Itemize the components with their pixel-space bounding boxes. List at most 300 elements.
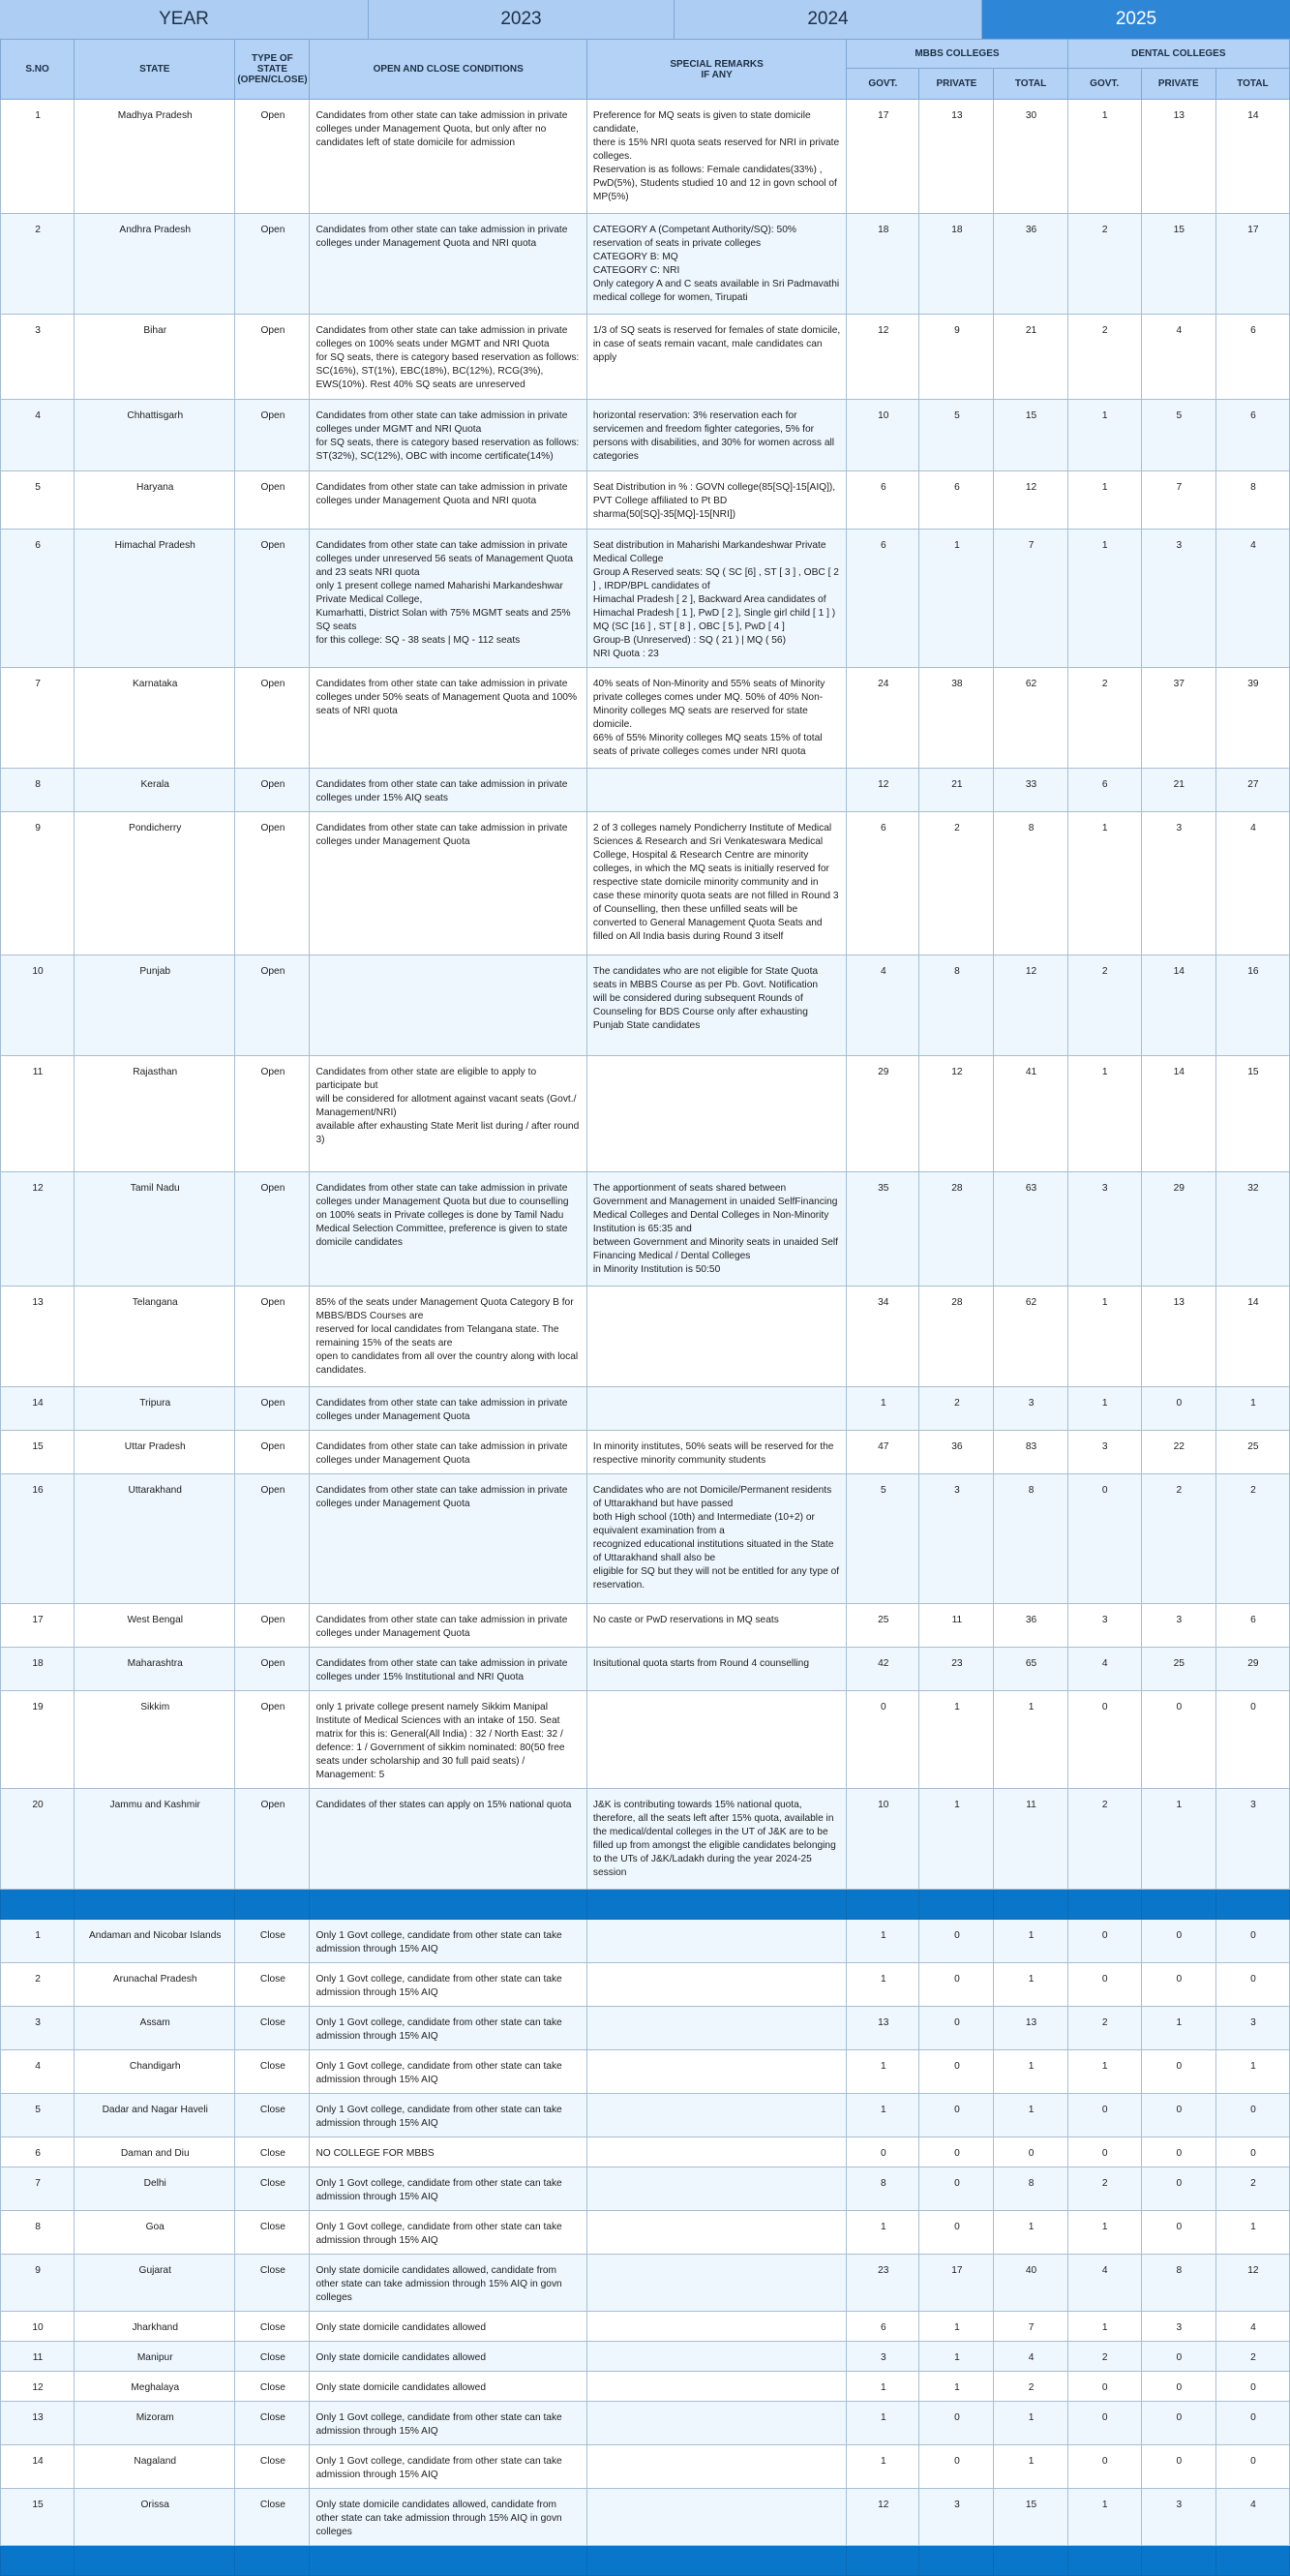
cell-mbbs-private: 0 [919, 1920, 994, 1963]
cell-sno: 11 [1, 2342, 75, 2372]
cell-type: Open [235, 1604, 310, 1648]
cell-remarks [586, 2255, 846, 2312]
cell-dental-govt: 1 [1067, 1287, 1141, 1387]
cell-dental-total: 4 [1215, 530, 1289, 668]
cell-remarks [586, 1287, 846, 1387]
cell-conditions: Only 1 Govt college, candidate from other state can take admission through 15% AIQ [310, 2167, 586, 2211]
cell-remarks: The candidates who are not eligible for State Quota seats in MBBS Course as per Pb. Govt. Notification will be considered during subsequent Rounds of Counseling for BDS Course only after exhausting Punjab State candidates [586, 955, 846, 1056]
cell-mbbs-govt: 1 [847, 2372, 919, 2402]
tab-2023[interactable]: 2023 [369, 0, 675, 39]
table-row [1, 1387, 1290, 1431]
cell-dental-total: 1 [1215, 1387, 1289, 1431]
cell-remarks: Candidates who are not Domicile/Permanent residents of Uttarakhand but have passed both High school (10th) and Intermediate (10+2) or equivalent examination from a recognized educational institutions situated in the State of Uttarakhand shall also be eligible for SQ but they will not be entitled for any type of reservation. [586, 1474, 846, 1604]
cell-state: Gujarat [75, 2255, 235, 2312]
cell-dental-private: 0 [1141, 2445, 1215, 2489]
table-row [1, 812, 1290, 955]
cell-state: Nagaland [75, 2445, 235, 2489]
table-row [1, 2007, 1290, 2050]
cell-dental-private: 37 [1141, 668, 1215, 769]
cell-state: Jammu and Kashmir [75, 1789, 235, 1890]
cell-mbbs-total: 1 [994, 2050, 1067, 2094]
cell-state: Jharkhand [75, 2312, 235, 2342]
cell-dental-govt: 0 [1067, 2445, 1141, 2489]
cell-conditions [310, 955, 586, 1056]
cell-type: Close [235, 2489, 310, 2546]
cell-sno: 7 [1, 668, 75, 769]
cell-dental-govt: 1 [1067, 2211, 1141, 2255]
cell-dental-total: 2 [1215, 2342, 1289, 2372]
cell-dental-govt: 2 [1067, 668, 1141, 769]
cell-dental-private: 7 [1141, 471, 1215, 530]
cell-dental-private: 15 [1141, 214, 1215, 315]
cell-dental-total: 32 [1215, 1172, 1289, 1287]
cell-mbbs-govt: 6 [847, 530, 919, 668]
cell-sno: 9 [1, 2255, 75, 2312]
cell-remarks [586, 2137, 846, 2167]
cell-mbbs-govt: 1 [847, 2211, 919, 2255]
divider-cell [994, 2546, 1067, 2576]
cell-sno: 6 [1, 530, 75, 668]
cell-dental-private: 22 [1141, 1431, 1215, 1474]
cell-mbbs-total: 12 [994, 471, 1067, 530]
cell-remarks [586, 1920, 846, 1963]
cell-dental-private: 3 [1141, 1604, 1215, 1648]
table-row [1, 1287, 1290, 1387]
cell-mbbs-private: 1 [919, 530, 994, 668]
cell-conditions: Candidates from other state can take admission in private colleges under Management Quota, but only after no candidates left of state domicile for admission [310, 100, 586, 214]
cell-dental-total: 15 [1215, 1056, 1289, 1172]
cell-type: Close [235, 2312, 310, 2342]
cell-type: Close [235, 2255, 310, 2312]
cell-mbbs-total: 15 [994, 400, 1067, 471]
col-state: STATE [75, 40, 235, 100]
cell-sno: 10 [1, 955, 75, 1056]
cell-mbbs-private: 36 [919, 1431, 994, 1474]
cell-remarks: Insitutional quota starts from Round 4 counselling [586, 1648, 846, 1691]
cell-sno: 2 [1, 214, 75, 315]
cell-sno: 14 [1, 2445, 75, 2489]
table-row [1, 1691, 1290, 1789]
cell-dental-govt: 2 [1067, 1789, 1141, 1890]
cell-mbbs-govt: 4 [847, 955, 919, 1056]
table-row [1, 1963, 1290, 2007]
cell-state: Andaman and Nicobar Islands [75, 1920, 235, 1963]
cell-mbbs-total: 1 [994, 2211, 1067, 2255]
cell-mbbs-total: 8 [994, 812, 1067, 955]
table-body [1, 100, 1290, 2576]
divider-cell [1067, 2546, 1141, 2576]
table-row [1, 2094, 1290, 2137]
cell-dental-govt: 1 [1067, 2489, 1141, 2546]
cell-mbbs-private: 6 [919, 471, 994, 530]
cell-sno: 10 [1, 2312, 75, 2342]
cell-mbbs-total: 1 [994, 2094, 1067, 2137]
divider-cell [586, 2546, 846, 2576]
cell-mbbs-private: 0 [919, 2094, 994, 2137]
cell-mbbs-govt: 6 [847, 471, 919, 530]
tab-2024[interactable]: 2024 [675, 0, 982, 39]
cell-mbbs-total: 1 [994, 1920, 1067, 1963]
section-divider [1, 2546, 1290, 2576]
cell-dental-govt: 3 [1067, 1604, 1141, 1648]
cell-type: Open [235, 1648, 310, 1691]
col-dental-govt: GOVT. [1067, 69, 1141, 100]
cell-mbbs-govt: 10 [847, 1789, 919, 1890]
cell-conditions: Only 1 Govt college, candidate from other state can take admission through 15% AIQ [310, 2211, 586, 2255]
cell-dental-private: 3 [1141, 2489, 1215, 2546]
cell-remarks [586, 2489, 846, 2546]
cell-sno: 9 [1, 812, 75, 955]
cell-mbbs-private: 21 [919, 769, 994, 812]
col-dental-private: PRIVATE [1141, 69, 1215, 100]
cell-dental-govt: 2 [1067, 2007, 1141, 2050]
cell-mbbs-total: 1 [994, 1691, 1067, 1789]
cell-sno: 12 [1, 1172, 75, 1287]
table-row [1, 1431, 1290, 1474]
cell-state: Bihar [75, 315, 235, 400]
table-row [1, 769, 1290, 812]
cell-sno: 15 [1, 1431, 75, 1474]
cell-mbbs-total: 36 [994, 214, 1067, 315]
cell-type: Close [235, 2137, 310, 2167]
cell-remarks: CATEGORY A (Competant Authority/SQ): 50% reservation of seats in private colleges CATEGORY B: MQ CATEGORY C: NRI Only category A and C seats available in Sri Padmavathi medical college for women, Tirupati [586, 214, 846, 315]
cell-type: Open [235, 769, 310, 812]
cell-state: Tripura [75, 1387, 235, 1431]
cell-conditions: Candidates from other state can take admission in private colleges under Management Quota but due to counselling on 100% seats in Private colleges is done by Tamil Nadu Medical Selection Committee, preference is given to state domicile candidates [310, 1172, 586, 1287]
cell-dental-private: 3 [1141, 530, 1215, 668]
table-row [1, 1474, 1290, 1604]
cell-type: Open [235, 1431, 310, 1474]
cell-mbbs-govt: 24 [847, 668, 919, 769]
colleges-table [0, 39, 1290, 2576]
cell-mbbs-govt: 12 [847, 769, 919, 812]
col-mbbs-total: TOTAL [994, 69, 1067, 100]
cell-dental-private: 0 [1141, 2050, 1215, 2094]
cell-sno: 1 [1, 100, 75, 214]
year-label: YEAR [0, 0, 369, 39]
cell-mbbs-total: 83 [994, 1431, 1067, 1474]
cell-mbbs-govt: 6 [847, 812, 919, 955]
cell-conditions: Only state domicile candidates allowed [310, 2312, 586, 2342]
cell-dental-govt: 4 [1067, 2255, 1141, 2312]
cell-dental-govt: 6 [1067, 769, 1141, 812]
divider-cell [75, 1890, 235, 1920]
cell-conditions: Only 1 Govt college, candidate from other state can take admission through 15% AIQ [310, 2050, 586, 2094]
table-row [1, 1920, 1290, 1963]
cell-dental-govt: 1 [1067, 812, 1141, 955]
divider-cell [1215, 2546, 1289, 2576]
cell-remarks [586, 2094, 846, 2137]
cell-conditions: Candidates from other state can take admission in private colleges under Management Quota [310, 1474, 586, 1604]
cell-type: Open [235, 400, 310, 471]
cell-conditions: Only state domicile candidates allowed, candidate from other state can take admission through 15% AIQ in govn colleges [310, 2489, 586, 2546]
cell-dental-private: 8 [1141, 2255, 1215, 2312]
table-row [1, 2402, 1290, 2445]
cell-dental-private: 0 [1141, 2094, 1215, 2137]
cell-conditions: Candidates from other state can take admission in private colleges under Management Quota [310, 812, 586, 955]
cell-dental-total: 2 [1215, 2167, 1289, 2211]
cell-mbbs-govt: 6 [847, 2312, 919, 2342]
cell-mbbs-govt: 29 [847, 1056, 919, 1172]
cell-dental-private: 0 [1141, 1920, 1215, 1963]
table-row [1, 1789, 1290, 1890]
table-row [1, 2489, 1290, 2546]
table-row [1, 1056, 1290, 1172]
cell-sno: 4 [1, 2050, 75, 2094]
cell-type: Open [235, 1287, 310, 1387]
cell-dental-private: 0 [1141, 1963, 1215, 2007]
cell-remarks: J&K is contributing towards 15% national quota, therefore, all the seats left after 15% quota, available in the medical/dental colleges in the UT of J&K are to be filled up from amongst the eligible candidates belonging to the UTs of J&K/Ladakh during the year 2024-25 session [586, 1789, 846, 1890]
cell-mbbs-total: 13 [994, 2007, 1067, 2050]
cell-type: Open [235, 812, 310, 955]
cell-conditions: Candidates from other state can take admission in private colleges under unreserved 56 seats of Management Quota and 23 seats NRI quota only 1 present college named Maharishi Markandeshwar Private Medical College, Kumarhatti, District Solan with 75% MGMT seats and 25% SQ seats for this college: SQ - 38 seats | MQ - 112 seats [310, 530, 586, 668]
cell-dental-govt: 1 [1067, 1387, 1141, 1431]
cell-dental-govt: 0 [1067, 1474, 1141, 1604]
cell-dental-total: 16 [1215, 955, 1289, 1056]
cell-mbbs-total: 62 [994, 668, 1067, 769]
cell-type: Open [235, 1474, 310, 1604]
cell-mbbs-private: 0 [919, 2211, 994, 2255]
cell-mbbs-total: 65 [994, 1648, 1067, 1691]
cell-mbbs-govt: 1 [847, 2402, 919, 2445]
cell-sno: 8 [1, 769, 75, 812]
cell-dental-private: 0 [1141, 2137, 1215, 2167]
cell-dental-govt: 1 [1067, 1056, 1141, 1172]
cell-dental-total: 0 [1215, 1920, 1289, 1963]
cell-sno: 18 [1, 1648, 75, 1691]
cell-type: Close [235, 2402, 310, 2445]
cell-mbbs-private: 1 [919, 1789, 994, 1890]
cell-remarks [586, 2342, 846, 2372]
divider-cell [1215, 1890, 1289, 1920]
cell-mbbs-private: 2 [919, 812, 994, 955]
cell-type: Open [235, 315, 310, 400]
cell-mbbs-private: 1 [919, 2342, 994, 2372]
cell-mbbs-total: 3 [994, 1387, 1067, 1431]
cell-dental-total: 6 [1215, 400, 1289, 471]
cell-dental-private: 3 [1141, 2312, 1215, 2342]
cell-sno: 8 [1, 2211, 75, 2255]
table-row [1, 2372, 1290, 2402]
cell-type: Close [235, 2445, 310, 2489]
cell-mbbs-private: 17 [919, 2255, 994, 2312]
cell-type: Open [235, 100, 310, 214]
cell-type: Close [235, 2050, 310, 2094]
cell-mbbs-total: 33 [994, 769, 1067, 812]
cell-mbbs-govt: 1 [847, 1963, 919, 2007]
divider-cell [75, 2546, 235, 2576]
cell-type: Open [235, 1691, 310, 1789]
cell-dental-total: 0 [1215, 2372, 1289, 2402]
cell-mbbs-private: 9 [919, 315, 994, 400]
cell-dental-private: 0 [1141, 2402, 1215, 2445]
col-mbbs-govt: GOVT. [847, 69, 919, 100]
tab-2025[interactable]: 2025 [982, 0, 1290, 39]
cell-sno: 7 [1, 2167, 75, 2211]
cell-dental-govt: 1 [1067, 530, 1141, 668]
cell-state: Pondicherry [75, 812, 235, 955]
cell-dental-private: 0 [1141, 1691, 1215, 1789]
cell-sno: 4 [1, 400, 75, 471]
cell-mbbs-private: 0 [919, 2007, 994, 2050]
cell-mbbs-private: 0 [919, 2167, 994, 2211]
cell-remarks [586, 2211, 846, 2255]
divider-cell [235, 1890, 310, 1920]
cell-sno: 15 [1, 2489, 75, 2546]
cell-dental-total: 14 [1215, 1287, 1289, 1387]
divider-cell [235, 2546, 310, 2576]
col-remarks: SPECIAL REMARKS IF ANY [586, 40, 846, 100]
cell-mbbs-total: 15 [994, 2489, 1067, 2546]
cell-dental-total: 0 [1215, 2137, 1289, 2167]
cell-state: Andhra Pradesh [75, 214, 235, 315]
cell-state: Karnataka [75, 668, 235, 769]
cell-mbbs-total: 1 [994, 1963, 1067, 2007]
cell-dental-total: 1 [1215, 2211, 1289, 2255]
cell-mbbs-private: 23 [919, 1648, 994, 1691]
cell-dental-govt: 0 [1067, 2372, 1141, 2402]
table-row [1, 1172, 1290, 1287]
cell-mbbs-govt: 12 [847, 315, 919, 400]
cell-type: Open [235, 471, 310, 530]
cell-mbbs-govt: 1 [847, 1920, 919, 1963]
cell-type: Close [235, 2372, 310, 2402]
cell-dental-total: 3 [1215, 2007, 1289, 2050]
cell-state: Manipur [75, 2342, 235, 2372]
cell-conditions: Candidates from other state can take admission in private colleges under Management Quota and NRI quota [310, 214, 586, 315]
cell-conditions: Only 1 Govt college, candidate from other state can take admission through 15% AIQ [310, 1963, 586, 2007]
cell-dental-govt: 0 [1067, 1691, 1141, 1789]
cell-state: Sikkim [75, 1691, 235, 1789]
cell-dental-govt: 1 [1067, 471, 1141, 530]
cell-sno: 17 [1, 1604, 75, 1648]
divider-cell [1141, 1890, 1215, 1920]
cell-sno: 3 [1, 2007, 75, 2050]
cell-state: Arunachal Pradesh [75, 1963, 235, 2007]
cell-mbbs-total: 7 [994, 2312, 1067, 2342]
cell-dental-total: 6 [1215, 315, 1289, 400]
cell-dental-govt: 2 [1067, 2342, 1141, 2372]
cell-sno: 3 [1, 315, 75, 400]
cell-mbbs-total: 12 [994, 955, 1067, 1056]
table-row [1, 315, 1290, 400]
cell-type: Open [235, 1172, 310, 1287]
cell-state: Uttar Pradesh [75, 1431, 235, 1474]
table-row [1, 2137, 1290, 2167]
divider-cell [847, 1890, 919, 1920]
col-type: TYPE OF STATE (OPEN/CLOSE) [235, 40, 310, 100]
cell-dental-total: 0 [1215, 2402, 1289, 2445]
cell-dental-private: 5 [1141, 400, 1215, 471]
divider-cell [1, 1890, 75, 1920]
table-row [1, 2445, 1290, 2489]
cell-dental-total: 0 [1215, 2094, 1289, 2137]
cell-mbbs-total: 11 [994, 1789, 1067, 1890]
cell-dental-govt: 0 [1067, 2137, 1141, 2167]
cell-dental-private: 21 [1141, 769, 1215, 812]
cell-dental-private: 1 [1141, 2007, 1215, 2050]
cell-remarks [586, 1387, 846, 1431]
cell-dental-govt: 3 [1067, 1431, 1141, 1474]
cell-dental-total: 39 [1215, 668, 1289, 769]
cell-dental-total: 29 [1215, 1648, 1289, 1691]
cell-dental-govt: 0 [1067, 2094, 1141, 2137]
cell-conditions: Candidates from other state can take admission in private colleges on 100% seats under MGMT and NRI Quota for SQ seats, there is category based reservation as follows: SC(16%), ST(1%), EBC(18%), BC(12%), RCG(3%), EWS(10%). Rest 40% SQ seats are unreserved [310, 315, 586, 400]
cell-mbbs-total: 21 [994, 315, 1067, 400]
cell-dental-total: 2 [1215, 1474, 1289, 1604]
cell-mbbs-govt: 34 [847, 1287, 919, 1387]
col-conditions: OPEN AND CLOSE CONDITIONS [310, 40, 586, 100]
cell-mbbs-govt: 1 [847, 2445, 919, 2489]
cell-remarks: 40% seats of Non-Minority and 55% seats of Minority private colleges comes under MQ. 50% of 40% Non-Minority colleges MQ seats are reserved for state domicile. 66% of 55% Minority colleges MQ seats 15% of total seats of private colleges comes under NRI quota [586, 668, 846, 769]
cell-mbbs-total: 30 [994, 100, 1067, 214]
cell-dental-total: 0 [1215, 1963, 1289, 2007]
cell-remarks: Preference for MQ seats is given to state domicile candidate, there is 15% NRI quota seats reserved for NRI in private colleges. Reservation is as follows: Female candidates(33%) , PwD(5%), Students studied 10 and 12 in govn school of MP(5%) [586, 100, 846, 214]
cell-dental-total: 0 [1215, 2445, 1289, 2489]
cell-remarks [586, 2402, 846, 2445]
cell-state: Tamil Nadu [75, 1172, 235, 1287]
cell-mbbs-private: 3 [919, 2489, 994, 2546]
cell-dental-govt: 0 [1067, 2402, 1141, 2445]
cell-mbbs-govt: 12 [847, 2489, 919, 2546]
year-tabs [0, 0, 1290, 39]
cell-type: Close [235, 1920, 310, 1963]
cell-dental-govt: 4 [1067, 1648, 1141, 1691]
cell-mbbs-private: 12 [919, 1056, 994, 1172]
table-row [1, 530, 1290, 668]
divider-cell [1141, 2546, 1215, 2576]
cell-remarks: Seat distribution in Maharishi Markandeshwar Private Medical College Group A Reserved seats: SQ ( SC [6] , ST [ 3 ] , OBC [ 2 ] , IRDP/BPL candidates of Himachal Pradesh [ 2 ], Backward Area candidates of Himachal Pradesh [ 1 ], PwD [ 2 ], Single girl child [ 1 ] ) MQ (SC [16 ] , ST [ 8 ] , OBC [ 5 ], PwD [ 4 ] Group-B (Unreserved) : SQ ( 21 ) | MQ ( 56) NRI Quota : 23 [586, 530, 846, 668]
cell-mbbs-total: 8 [994, 1474, 1067, 1604]
cell-mbbs-private: 1 [919, 2372, 994, 2402]
cell-dental-private: 14 [1141, 955, 1215, 1056]
cell-mbbs-private: 28 [919, 1172, 994, 1287]
cell-conditions: Candidates from other state can take admission in private colleges under Management Quota and NRI quota [310, 471, 586, 530]
cell-conditions: 85% of the seats under Management Quota Category B for MBBS/BDS Courses are reserved for local candidates from Telangana state. The remaining 15% of the seats are open to candidates from all over the country along with local candidates. [310, 1287, 586, 1387]
cell-remarks [586, 1056, 846, 1172]
cell-remarks: 1/3 of SQ seats is reserved for females of state domicile, in case of seats remain vacant, male candidates can apply [586, 315, 846, 400]
cell-sno: 1 [1, 1920, 75, 1963]
cell-dental-govt: 3 [1067, 1172, 1141, 1287]
cell-remarks: In minority institutes, 50% seats will be reserved for the respective minority community students [586, 1431, 846, 1474]
cell-type: Open [235, 214, 310, 315]
cell-remarks [586, 2167, 846, 2211]
cell-type: Open [235, 530, 310, 668]
cell-sno: 5 [1, 2094, 75, 2137]
col-dental: DENTAL COLLEGES [1067, 40, 1289, 69]
cell-mbbs-govt: 47 [847, 1431, 919, 1474]
cell-mbbs-govt: 8 [847, 2167, 919, 2211]
cell-dental-private: 25 [1141, 1648, 1215, 1691]
divider-cell [847, 2546, 919, 2576]
cell-conditions: Only 1 Govt college, candidate from other state can take admission through 15% AIQ [310, 2445, 586, 2489]
table-row [1, 1648, 1290, 1691]
cell-state: Orissa [75, 2489, 235, 2546]
cell-dental-govt: 2 [1067, 955, 1141, 1056]
cell-dental-private: 0 [1141, 2211, 1215, 2255]
cell-mbbs-private: 0 [919, 2050, 994, 2094]
cell-conditions: Only 1 Govt college, candidate from other state can take admission through 15% AIQ [310, 2402, 586, 2445]
cell-mbbs-total: 63 [994, 1172, 1067, 1287]
cell-dental-govt: 1 [1067, 2050, 1141, 2094]
cell-sno: 12 [1, 2372, 75, 2402]
cell-type: Open [235, 668, 310, 769]
cell-mbbs-govt: 18 [847, 214, 919, 315]
cell-mbbs-private: 5 [919, 400, 994, 471]
cell-dental-govt: 1 [1067, 400, 1141, 471]
cell-mbbs-govt: 42 [847, 1648, 919, 1691]
cell-state: Kerala [75, 769, 235, 812]
